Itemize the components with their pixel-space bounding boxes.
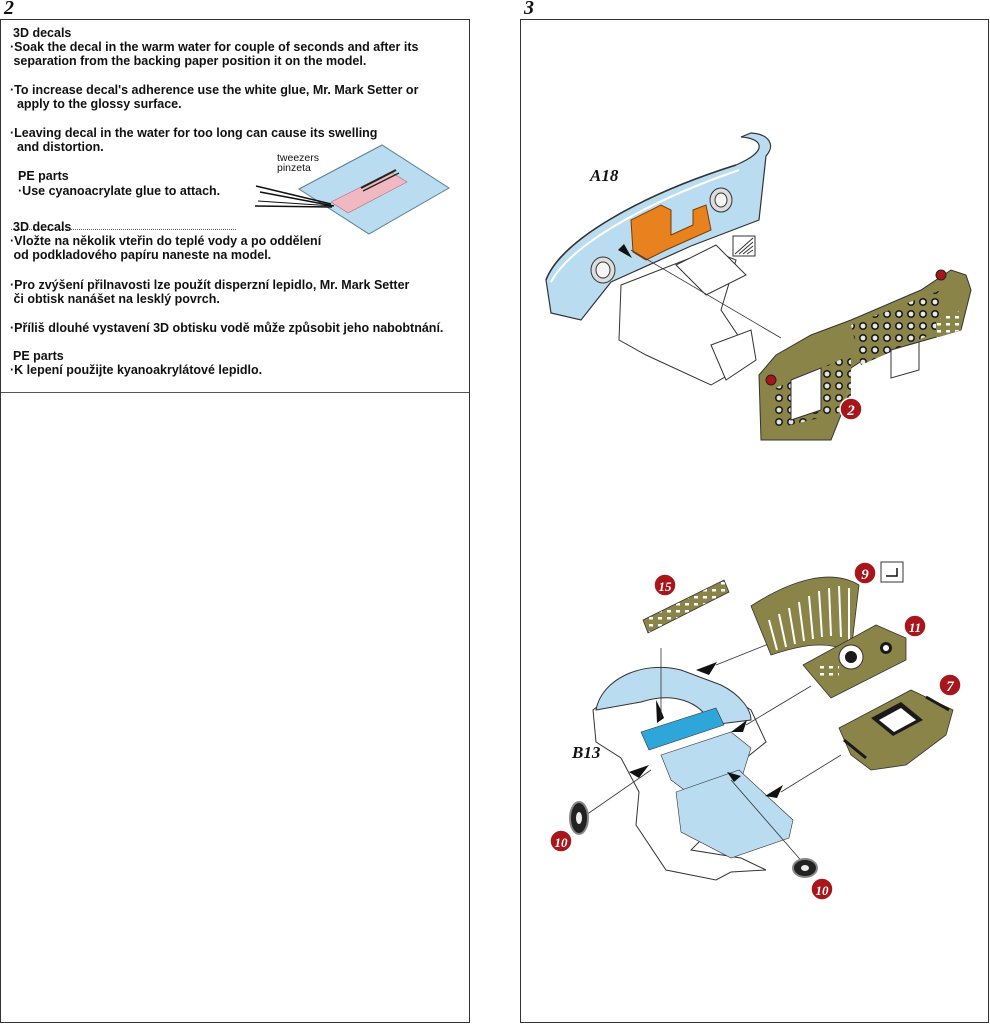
callout-15 [654,574,676,596]
page-number-right: 3 [524,0,534,19]
en-adherence-line2: apply to the glossy surface. [10,97,182,111]
page-number-left: 2 [4,0,14,19]
svg-text:2: 2 [847,403,855,419]
arrow-icon [696,662,717,675]
en-decals-line2: separation from the backing paper position it on the model. [10,54,367,68]
svg-text:15: 15 [658,579,672,594]
en-pe-line: ·Use cyanoacrylate glue to attach. [18,184,221,198]
cz-pe-heading: PE parts [13,349,64,363]
cz-decals-line1: ·Vložte na několik vteřin do teplé vody a po oddělení [10,234,322,248]
svg-text:7: 7 [946,679,954,695]
cz-decals-line2: od podkladového papíru naneste na model. [10,248,272,262]
callout-2 [840,398,862,420]
svg-text:10: 10 [554,835,568,850]
wheel-part [570,802,588,834]
callout-9 [854,562,876,584]
shading-detail-icon [733,236,755,256]
cz-adherence-line2: či obtisk nanášet na lesklý povrch. [10,292,220,306]
assembly-diagram-panel [520,19,989,1023]
leader-line [746,686,811,725]
tweezers-decal-illustration [1,20,471,240]
svg-text:10: 10 [815,883,829,898]
part-label-b13: B13 [572,743,601,762]
callout-10-left [550,830,572,852]
cz-leaving-line: ·Příliš dlouhé vystavení 3D obtisku vodě může způsobit jeho nabobtnání. [10,321,444,335]
leader-line [781,755,841,792]
callout-10-right [811,878,833,900]
en-decals-heading: 3D decals [13,26,72,40]
seat-tub-part [593,667,793,880]
en-leaving-line2: and distortion. [10,140,104,154]
en-leaving-line1: ·Leaving decal in the water for too long can cause its swelling [10,126,378,140]
en-pe-heading: PE parts [18,169,69,183]
detail-view-icon [881,562,903,582]
wheel-part [793,859,817,877]
cz-decals-heading: 3D decals [13,220,72,234]
en-adherence-line1: ·To increase decal's adherence use the white glue, Mr. Mark Setter or [10,83,419,97]
cz-adherence-line1: ·Pro zvýšení přilnavosti lze použít disperzní lepidlo, Mr. Mark Setter [10,278,410,292]
instruction-text-panel [0,19,470,1023]
en-decals-line1: ·Soak the decal in the warm water for couple of seconds and after its [10,40,419,54]
part-label-a18: A18 [590,166,619,185]
tweezers-label: tweezers [277,152,320,164]
pinzeta-label: pinzeta [277,162,311,174]
instrument-panel-part [759,270,971,440]
svg-text:9: 9 [861,567,869,583]
svg-text:11: 11 [908,620,922,635]
callout-11 [904,615,926,637]
pe-part-7 [839,690,953,770]
text-panel-divider [1,392,469,393]
arrow-icon [765,785,783,798]
callout-7 [939,674,961,696]
cz-pe-line: ·K lepení použijte kyanoakrylátové lepidlo. [10,363,263,377]
